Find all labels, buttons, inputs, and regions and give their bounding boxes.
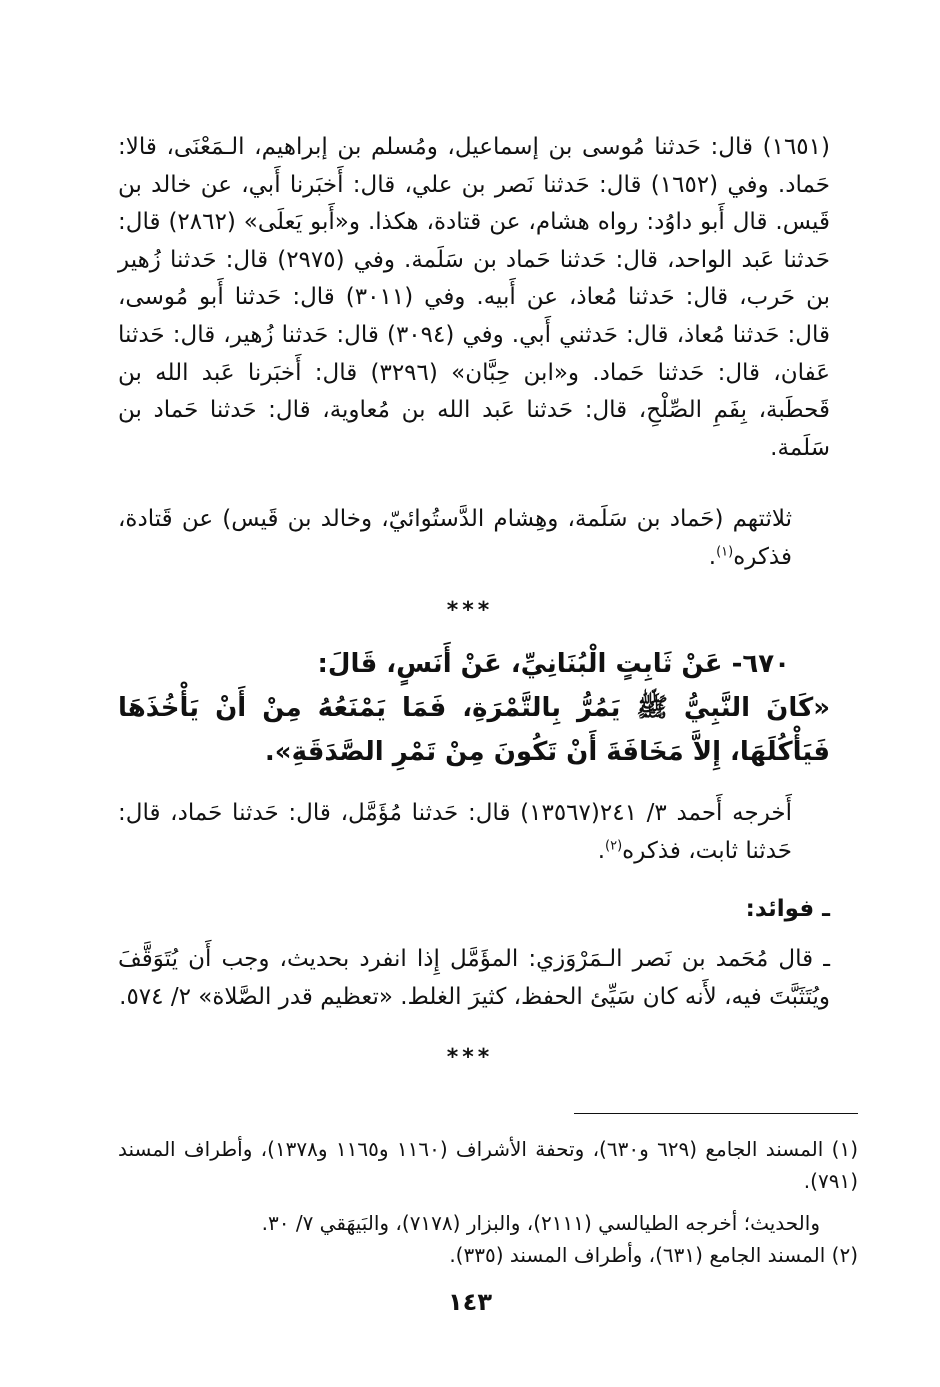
footnote-1b [118, 1207, 858, 1239]
chain-paragraph [118, 129, 830, 467]
takhrij-paragraph [118, 795, 830, 870]
chain-paragraph-text: (١٦٥١) قال: حَدثنا مُوسى بن إسماعيل، ومُسلم بن إبراهيم، الـمَعْنَى، قالا: حَماد. وفي (١٦٥٢) قال: حَدثنا نَصر بن علي، قال: أَخبَرنا أَبي، عن خالد بن قَيس. قال أَبو داوُد: رواه هشام، عن قتادة، هكذا. و«أَبو يَعلَى» (٢٨٦٢) قال: حَدثنا عَبد الواحد، قال: حَدثنا حَماد بن سَلَمة. وفي (٢٩٧٥) قال: حَدثنا زُهير بن حَرب، قال: حَدثنا مُعاذ، عن أَبيه. وفي (٣٠١١) قال: حَدثنا أَبو مُوسى، قال: حَدثنا مُعاذ، قال: حَدثني أَبي. وفي (٣٠٩٤) قال: حَدثنا زُهير، قال: حَدثنا عَفان، قال: حَدثنا حَماد. و«ابن حِبَّان» (٣٢٩٦) قال: أَخبَرنا عَبد الله بن قَحطَبة، بِفَمِ الصِّلْحِ، قال: حَدثنا عَبد الله بن مُعاوية، قال: حَدثنا حَماد بن سَلَمة. [118, 134, 830, 461]
summary-paragraph-text: ثلاثتهم (حَماد بن سَلَمة، وهِشام الدَّستُوائيّ، وخالد بن قَيس) عن قَتادة، فذكره [118, 506, 792, 570]
hadith-chain: عَنْ ثَابِتٍ الْبُنَانِيِّ، عَنْ أَنَسٍ، قَالَ: [317, 649, 723, 679]
takhrij-end: . [597, 837, 606, 864]
takhrij-text: أَخرجه أَحمد ٣/ ٢٤١(١٣٥٦٧) قال: حَدثنا مُؤَمَّل، قال: حَدثنا حَماد، قال: حَدثنا ثابت، فذكره [118, 800, 792, 864]
footnote-1 [118, 1133, 858, 1197]
footnote-1-text: (١) المسند الجامع (٦٢٩ و٦٣٠)، وتحفة الأشراف (١١٦٠ و١١٦٥ و١٣٧٨)، وأطراف المسند (٧٩١). [118, 1137, 859, 1193]
hadith-header [118, 642, 830, 686]
section-separator-1: *** [446, 598, 494, 623]
benefits-heading: ـ فوائد: [745, 896, 830, 922]
hadith-number: ٦٧٠- [722, 649, 790, 679]
summary-paragraph [118, 501, 830, 576]
footnote-marker-1: (١) [716, 543, 734, 559]
page-number: ١٤٣ [448, 1288, 492, 1316]
hadith-text: «كَانَ النَّبِيُّ ﷺ يَمُرُّ بِالتَّمْرَةِ، فَمَا يَمْنَعُهُ مِنْ أَنْ يَأْخُذَهَا فَيَأْكُلَهَا، إِلاَّ مَخَافَةَ أَنْ تَكُونَ مِنْ تَمْرِ الصَّدَقَةِ». [118, 693, 830, 767]
footnote-2-text: (٢) المسند الجامع (٦٣١)، وأطراف المسند (٣٣٥). [449, 1243, 858, 1267]
footnote-1b-text: والحديث؛ أخرجه الطيالسي (٢١١١)، والبزار (٧١٧٨)، والبَيهَقي ٧/ ٣٠. [261, 1211, 820, 1235]
footnote-2 [118, 1239, 858, 1271]
footnote-divider [574, 1113, 858, 1114]
footnote-marker-2: (٢) [605, 837, 623, 853]
summary-end: . [708, 543, 717, 570]
hadith-block [118, 642, 830, 774]
benefit-paragraph [118, 941, 830, 1016]
section-separator-2: *** [446, 1045, 494, 1070]
benefit-text: ـ قال مُحَمد بن نَصر الـمَرْوَزي: المؤَمَّل إِذا انفرد بحديث، وجب أَن يُتَوَقَّفَ ويُتَثَبَّتَ فيه، لأَنه كان سَيِّئ الحفظ، كثيرَ الغلط. «تعظيم قدر الصَّلاة» ٢/ ٥٧٤. [118, 946, 830, 1010]
